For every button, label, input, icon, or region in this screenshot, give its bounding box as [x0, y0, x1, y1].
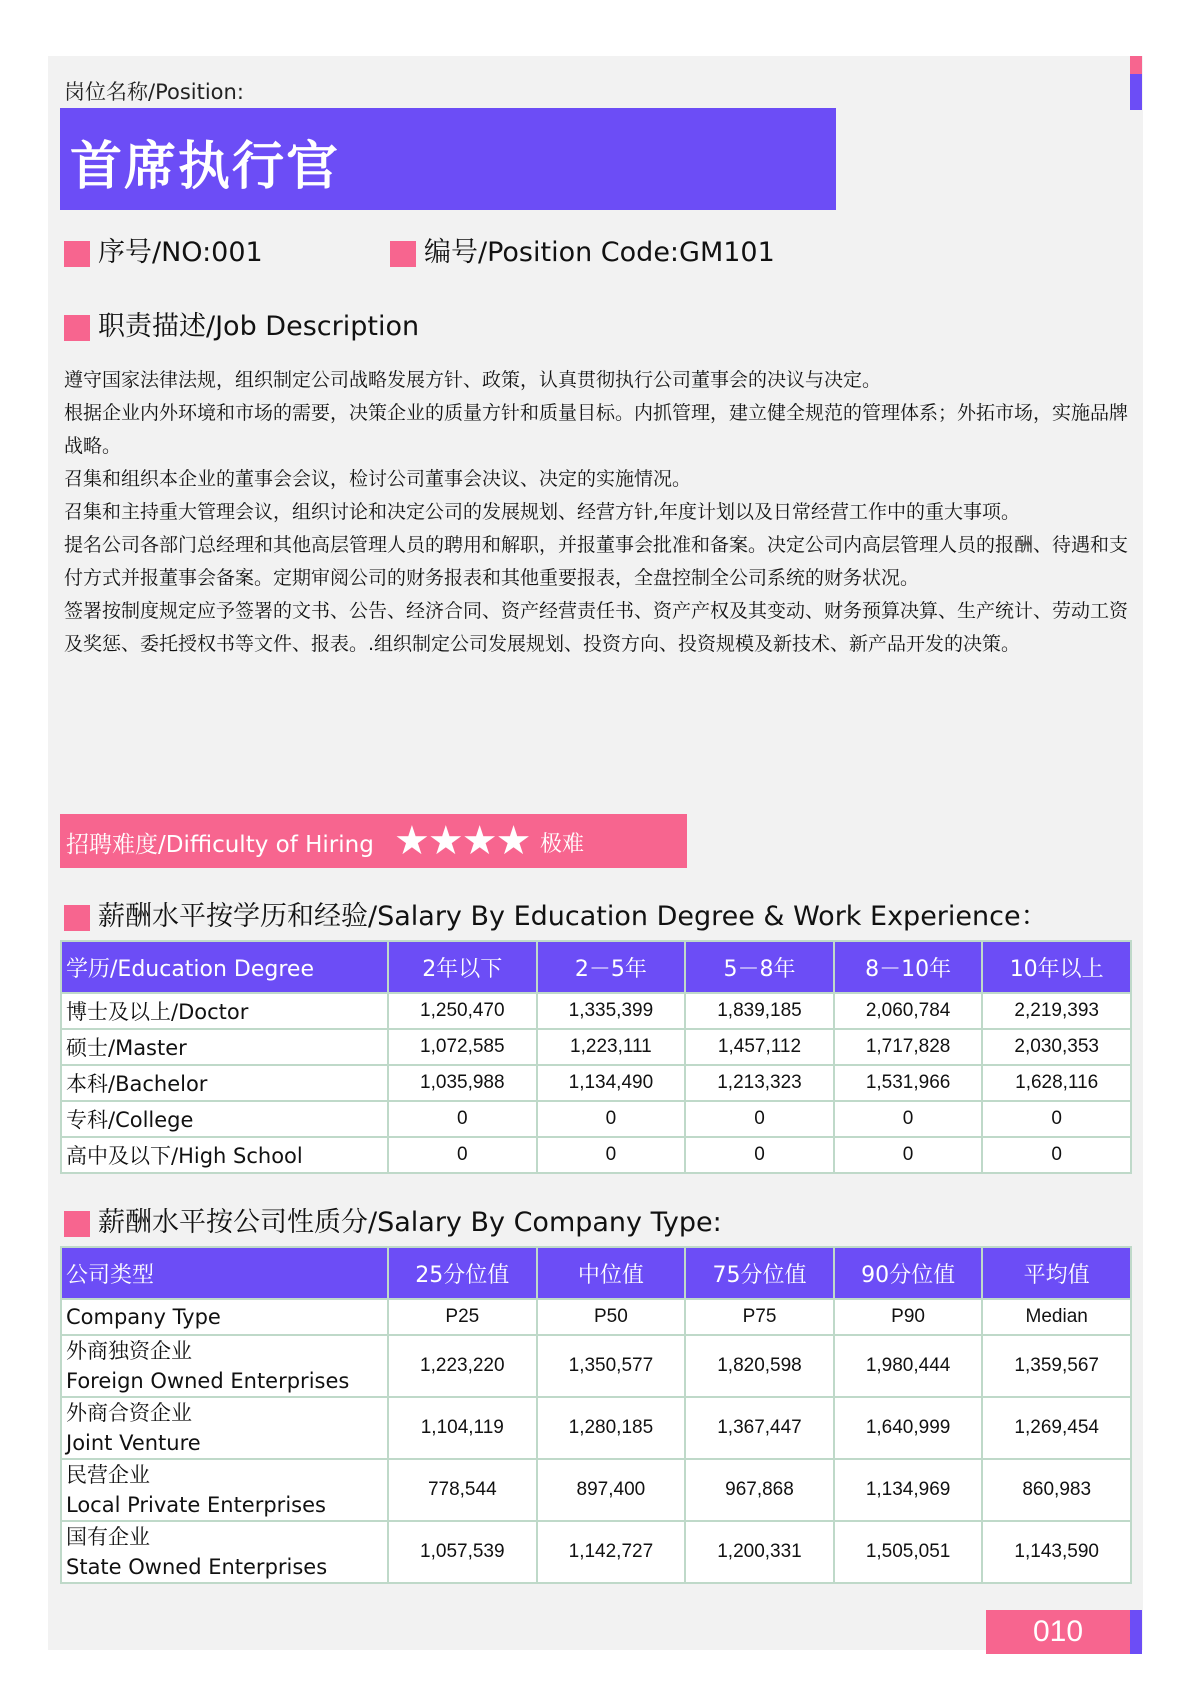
salary-cell: 0	[388, 1101, 537, 1137]
salary-company-table	[60, 1246, 1132, 1584]
bullet-square-icon	[64, 1211, 90, 1237]
position-label: 岗位名称/Position:	[64, 80, 244, 104]
position-code-text: 编号/Position Code:GM101	[424, 237, 775, 268]
column-header: 90分位值	[834, 1247, 983, 1299]
star-rating-icon: ★★★★	[394, 818, 530, 864]
description-paragraph: 根据企业内外环境和市场的需要，决策企业的质量方针和质量目标。内抓管理，建立健全规范的管理体系；外拓市场，实施品牌战略。	[64, 402, 1129, 457]
description-paragraph: 召集和组织本企业的董事会会议，检讨公司董事会决议、决定的实施情况。	[64, 468, 692, 490]
table-row	[61, 1101, 1131, 1137]
table-row	[61, 993, 1131, 1029]
salary-cell: 1,035,988	[388, 1065, 537, 1101]
salary-education-table	[60, 940, 1132, 1174]
page-number: 010	[986, 1610, 1130, 1654]
bullet-square-icon	[64, 905, 90, 931]
corner-purple-mark	[1130, 74, 1142, 110]
table-row	[61, 1137, 1131, 1173]
job-description-heading-text: 职责描述/Job Description	[98, 311, 420, 342]
hiring-difficulty-label: 招聘难度/Difficulty of Hiring	[66, 832, 374, 858]
column-header: 5－8年	[685, 941, 834, 993]
row-label-en: Joint Venture	[66, 1431, 201, 1455]
salary-cell: 1,072,585	[388, 1029, 537, 1065]
bullet-square-icon	[64, 315, 90, 341]
column-header: 25分位值	[388, 1247, 537, 1299]
salary-cell: 1,200,331	[685, 1521, 834, 1583]
column-header: 2－5年	[537, 941, 686, 993]
description-paragraph: 召集和主持重大管理会议，组织讨论和决定公司的发展规划、经营方针,年度计划以及日常经营工作中的重大事项。	[64, 501, 1021, 523]
column-header: 75分位值	[685, 1247, 834, 1299]
row-label: 专科/College	[61, 1101, 388, 1137]
serial-text: 序号/NO:001	[98, 237, 263, 268]
subheader-cell: P90	[834, 1299, 983, 1335]
row-label	[61, 1521, 388, 1583]
position-title: 首席执行官	[70, 137, 341, 197]
salary-cell: 1,134,490	[537, 1065, 686, 1101]
subheader-cell: P50	[537, 1299, 686, 1335]
salary-education-heading-text: 薪酬水平按学历和经验/Salary By Education Degree & Work Experience：	[98, 901, 1048, 932]
salary-cell: 1,531,966	[834, 1065, 983, 1101]
row-label	[61, 1335, 388, 1397]
salary-cell: 1,142,727	[537, 1521, 686, 1583]
salary-cell: 0	[537, 1101, 686, 1137]
table-row	[61, 1029, 1131, 1065]
salary-cell: 967,868	[685, 1459, 834, 1521]
row-label: 博士及以上/Doctor	[61, 993, 388, 1029]
row-label	[61, 1459, 388, 1521]
salary-cell: 1,350,577	[537, 1335, 686, 1397]
salary-cell: 1,213,323	[685, 1065, 834, 1101]
column-header: 中位值	[537, 1247, 686, 1299]
salary-cell: 1,640,999	[834, 1397, 983, 1459]
subheader-cell: P25	[388, 1299, 537, 1335]
salary-cell: 1,839,185	[685, 993, 834, 1029]
row-label: 本科/Bachelor	[61, 1065, 388, 1101]
salary-cell: 1,335,399	[537, 993, 686, 1029]
salary-company-heading-text: 薪酬水平按公司性质分/Salary By Company Type:	[98, 1207, 722, 1238]
salary-cell: 0	[982, 1137, 1131, 1173]
salary-cell: 2,219,393	[982, 993, 1131, 1029]
bullet-square-icon	[390, 241, 416, 267]
column-header: 公司类型	[61, 1247, 388, 1299]
salary-cell: 0	[685, 1137, 834, 1173]
salary-cell: 0	[685, 1101, 834, 1137]
description-paragraph: 签署按制度规定应予签署的文书、公告、经济合同、资产经营责任书、资产产权及其变动、财务预算决算、生产统计、劳动工资及奖惩、委托授权书等文件、报表。.组织制定公司发展规划、投资方向、投资规模及新技术、新产品开发的决策。	[64, 600, 1129, 655]
salary-cell: 1,223,220	[388, 1335, 537, 1397]
table-subheader-row	[61, 1299, 1131, 1335]
description-paragraph: 遵守国家法律法规，组织制定公司战略发展方针、政策，认真贯彻执行公司董事会的决议与决定。	[64, 369, 882, 391]
salary-cell: 778,544	[388, 1459, 537, 1521]
salary-cell: 1,359,567	[982, 1335, 1131, 1397]
salary-cell: 0	[388, 1137, 537, 1173]
row-label-cn: 外商独资企业	[66, 1339, 192, 1363]
row-label-en: Foreign Owned Enterprises	[66, 1369, 350, 1393]
salary-cell: 2,060,784	[834, 993, 983, 1029]
salary-cell: 1,717,828	[834, 1029, 983, 1065]
salary-cell: 1,223,111	[537, 1029, 686, 1065]
salary-cell: 897,400	[537, 1459, 686, 1521]
subheader-cell: Median	[982, 1299, 1131, 1335]
salary-cell: 0	[834, 1101, 983, 1137]
salary-cell: 0	[834, 1137, 983, 1173]
salary-cell: 1,143,590	[982, 1521, 1131, 1583]
column-header: 10年以上	[982, 941, 1131, 993]
salary-education-heading	[64, 894, 1048, 933]
salary-cell: 1,367,447	[685, 1397, 834, 1459]
table-row	[61, 1335, 1131, 1397]
subheader-cell: P75	[685, 1299, 834, 1335]
row-label: 高中及以下/High School	[61, 1137, 388, 1173]
salary-cell: 1,280,185	[537, 1397, 686, 1459]
job-description-heading	[64, 304, 419, 343]
salary-cell: 1,505,051	[834, 1521, 983, 1583]
corner-pink-mark	[1130, 56, 1142, 74]
row-label-en: State Owned Enterprises	[66, 1555, 328, 1579]
column-header: 学历/Education Degree	[61, 941, 388, 993]
hiring-difficulty-level: 极难	[540, 832, 585, 857]
salary-cell: 1,980,444	[834, 1335, 983, 1397]
salary-cell: 1,057,539	[388, 1521, 537, 1583]
table-row	[61, 1397, 1131, 1459]
row-label-cn: 国有企业	[66, 1525, 150, 1549]
row-label-en: Local Private Enterprises	[66, 1493, 326, 1517]
bullet-square-icon	[64, 241, 90, 267]
salary-cell: 0	[982, 1101, 1131, 1137]
salary-cell: 0	[537, 1137, 686, 1173]
salary-cell: 2,030,353	[982, 1029, 1131, 1065]
salary-company-heading	[64, 1200, 722, 1239]
salary-cell: 1,820,598	[685, 1335, 834, 1397]
description-paragraph: 提名公司各部门总经理和其他高层管理人员的聘用和解职，并报董事会批准和备案。决定公司内高层管理人员的报酬、待遇和支付方式并报董事会备案。定期审阅公司的财务报表和其他重要报表，全盘控制全公司系统的财务状况。	[64, 534, 1129, 589]
hiring-difficulty-bar	[60, 814, 687, 868]
table-header-row	[61, 941, 1131, 993]
row-label-cn: 民营企业	[66, 1463, 150, 1487]
table-row	[61, 1459, 1131, 1521]
subheader-cell: Company Type	[61, 1299, 388, 1335]
salary-cell: 860,983	[982, 1459, 1131, 1521]
page-number-accent	[1130, 1610, 1142, 1654]
column-header: 2年以下	[388, 941, 537, 993]
row-label	[61, 1397, 388, 1459]
table-header-row	[61, 1247, 1131, 1299]
job-description-body	[64, 364, 1132, 661]
table-row	[61, 1065, 1131, 1101]
salary-cell: 1,457,112	[685, 1029, 834, 1065]
salary-cell: 1,104,119	[388, 1397, 537, 1459]
salary-cell: 1,250,470	[388, 993, 537, 1029]
salary-cell: 1,269,454	[982, 1397, 1131, 1459]
table-row	[61, 1521, 1131, 1583]
position-code	[390, 230, 775, 269]
salary-cell: 1,628,116	[982, 1065, 1131, 1101]
column-header: 8－10年	[834, 941, 983, 993]
row-label: 硕士/Master	[61, 1029, 388, 1065]
salary-cell: 1,134,969	[834, 1459, 983, 1521]
column-header: 平均值	[982, 1247, 1131, 1299]
serial-number	[64, 230, 263, 269]
row-label-cn: 外商合资企业	[66, 1401, 192, 1425]
